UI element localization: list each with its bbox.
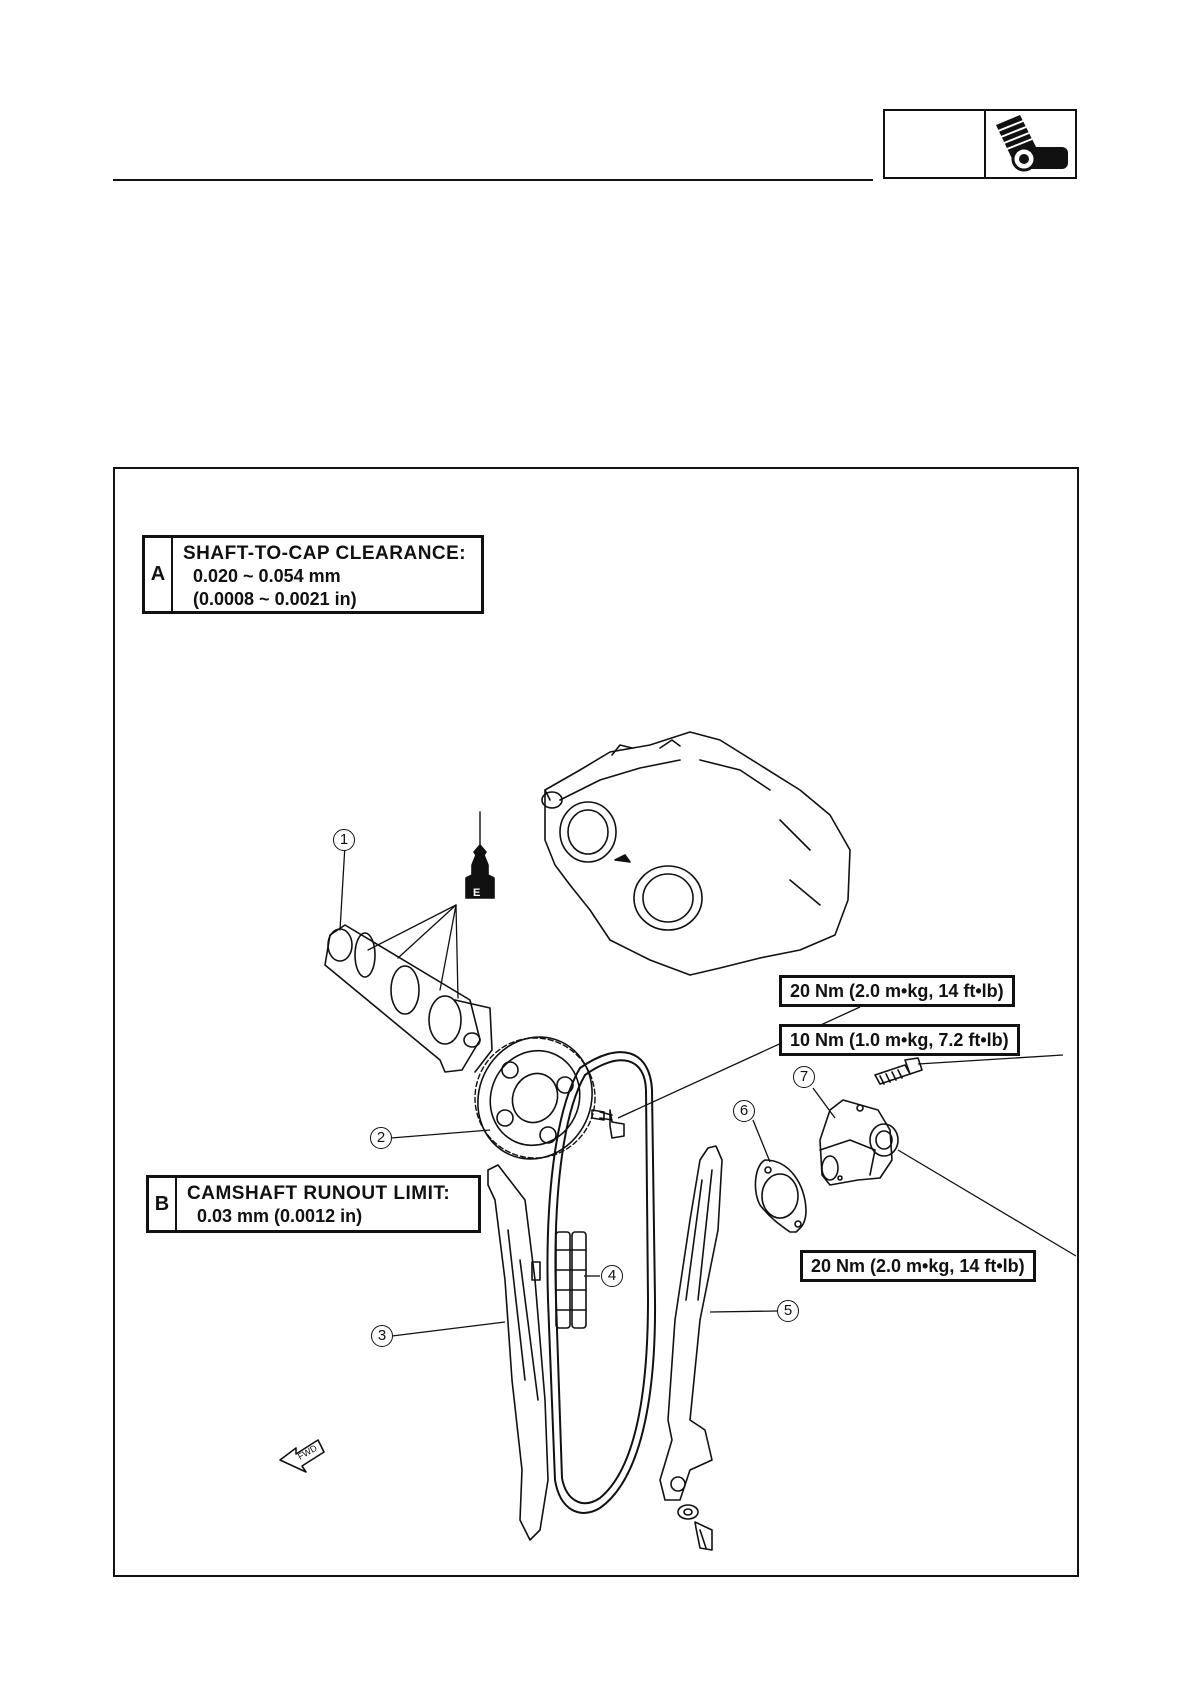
spec-a-title: SHAFT-TO-CAP CLEARANCE: [183, 543, 467, 564]
tensioner-gasket [755, 1160, 806, 1232]
callout-5: 5 [777, 1300, 799, 1322]
leader-7 [813, 1088, 835, 1118]
camshaft [325, 925, 492, 1072]
torque-label-10nm: 10 Nm (1.0 m•kg, 7.2 ft•lb) [779, 1024, 1020, 1056]
leader-6 [753, 1120, 770, 1162]
chain-guide-front [488, 1165, 548, 1540]
callout-1: 1 [333, 829, 355, 851]
timing-chain [547, 1052, 655, 1513]
chain-guide-rear [660, 1146, 722, 1550]
spec-b-body [177, 1178, 460, 1230]
spec-b-title: CAMSHAFT RUNOUT LIMIT: [187, 1183, 451, 1204]
spec-a-value-in: (0.0008 ~ 0.0021 in) [193, 589, 357, 609]
cam-sprocket [458, 1018, 612, 1178]
callout-7: 7 [793, 1066, 815, 1088]
spec-box-b [146, 1175, 481, 1233]
sprocket-bolt [592, 1110, 624, 1138]
callout-4: 4 [601, 1265, 623, 1287]
leader-3 [392, 1322, 505, 1336]
spec-a-value-mm: 0.020 ~ 0.054 mm [193, 566, 341, 586]
spec-b-value: 0.03 mm (0.0012 in) [197, 1206, 363, 1226]
leader-2 [391, 1130, 490, 1138]
callout-3: 3 [371, 1325, 393, 1347]
spec-a-letter: A [145, 538, 173, 611]
callout-2: 2 [370, 1127, 392, 1149]
oil-can [466, 812, 494, 898]
leader-torque-10 [918, 1055, 1063, 1064]
leader-5 [710, 1311, 777, 1312]
spec-b-letter: B [149, 1178, 177, 1230]
leader-torque-20-lower [898, 1150, 1076, 1256]
tensioner-bolt [875, 1058, 922, 1084]
cylinder-head [542, 732, 850, 975]
torque-label-20nm-lower: 20 Nm (2.0 m•kg, 14 ft•lb) [800, 1250, 1036, 1282]
chain-links [556, 1232, 586, 1328]
torque-label-20nm-upper: 20 Nm (2.0 m•kg, 14 ft•lb) [779, 975, 1015, 1007]
spec-box-a [142, 535, 484, 614]
spec-a-body [173, 538, 476, 611]
callout-6: 6 [733, 1100, 755, 1122]
oil-mark-label: E [473, 887, 481, 899]
fwd-label: FWD [296, 1442, 319, 1462]
